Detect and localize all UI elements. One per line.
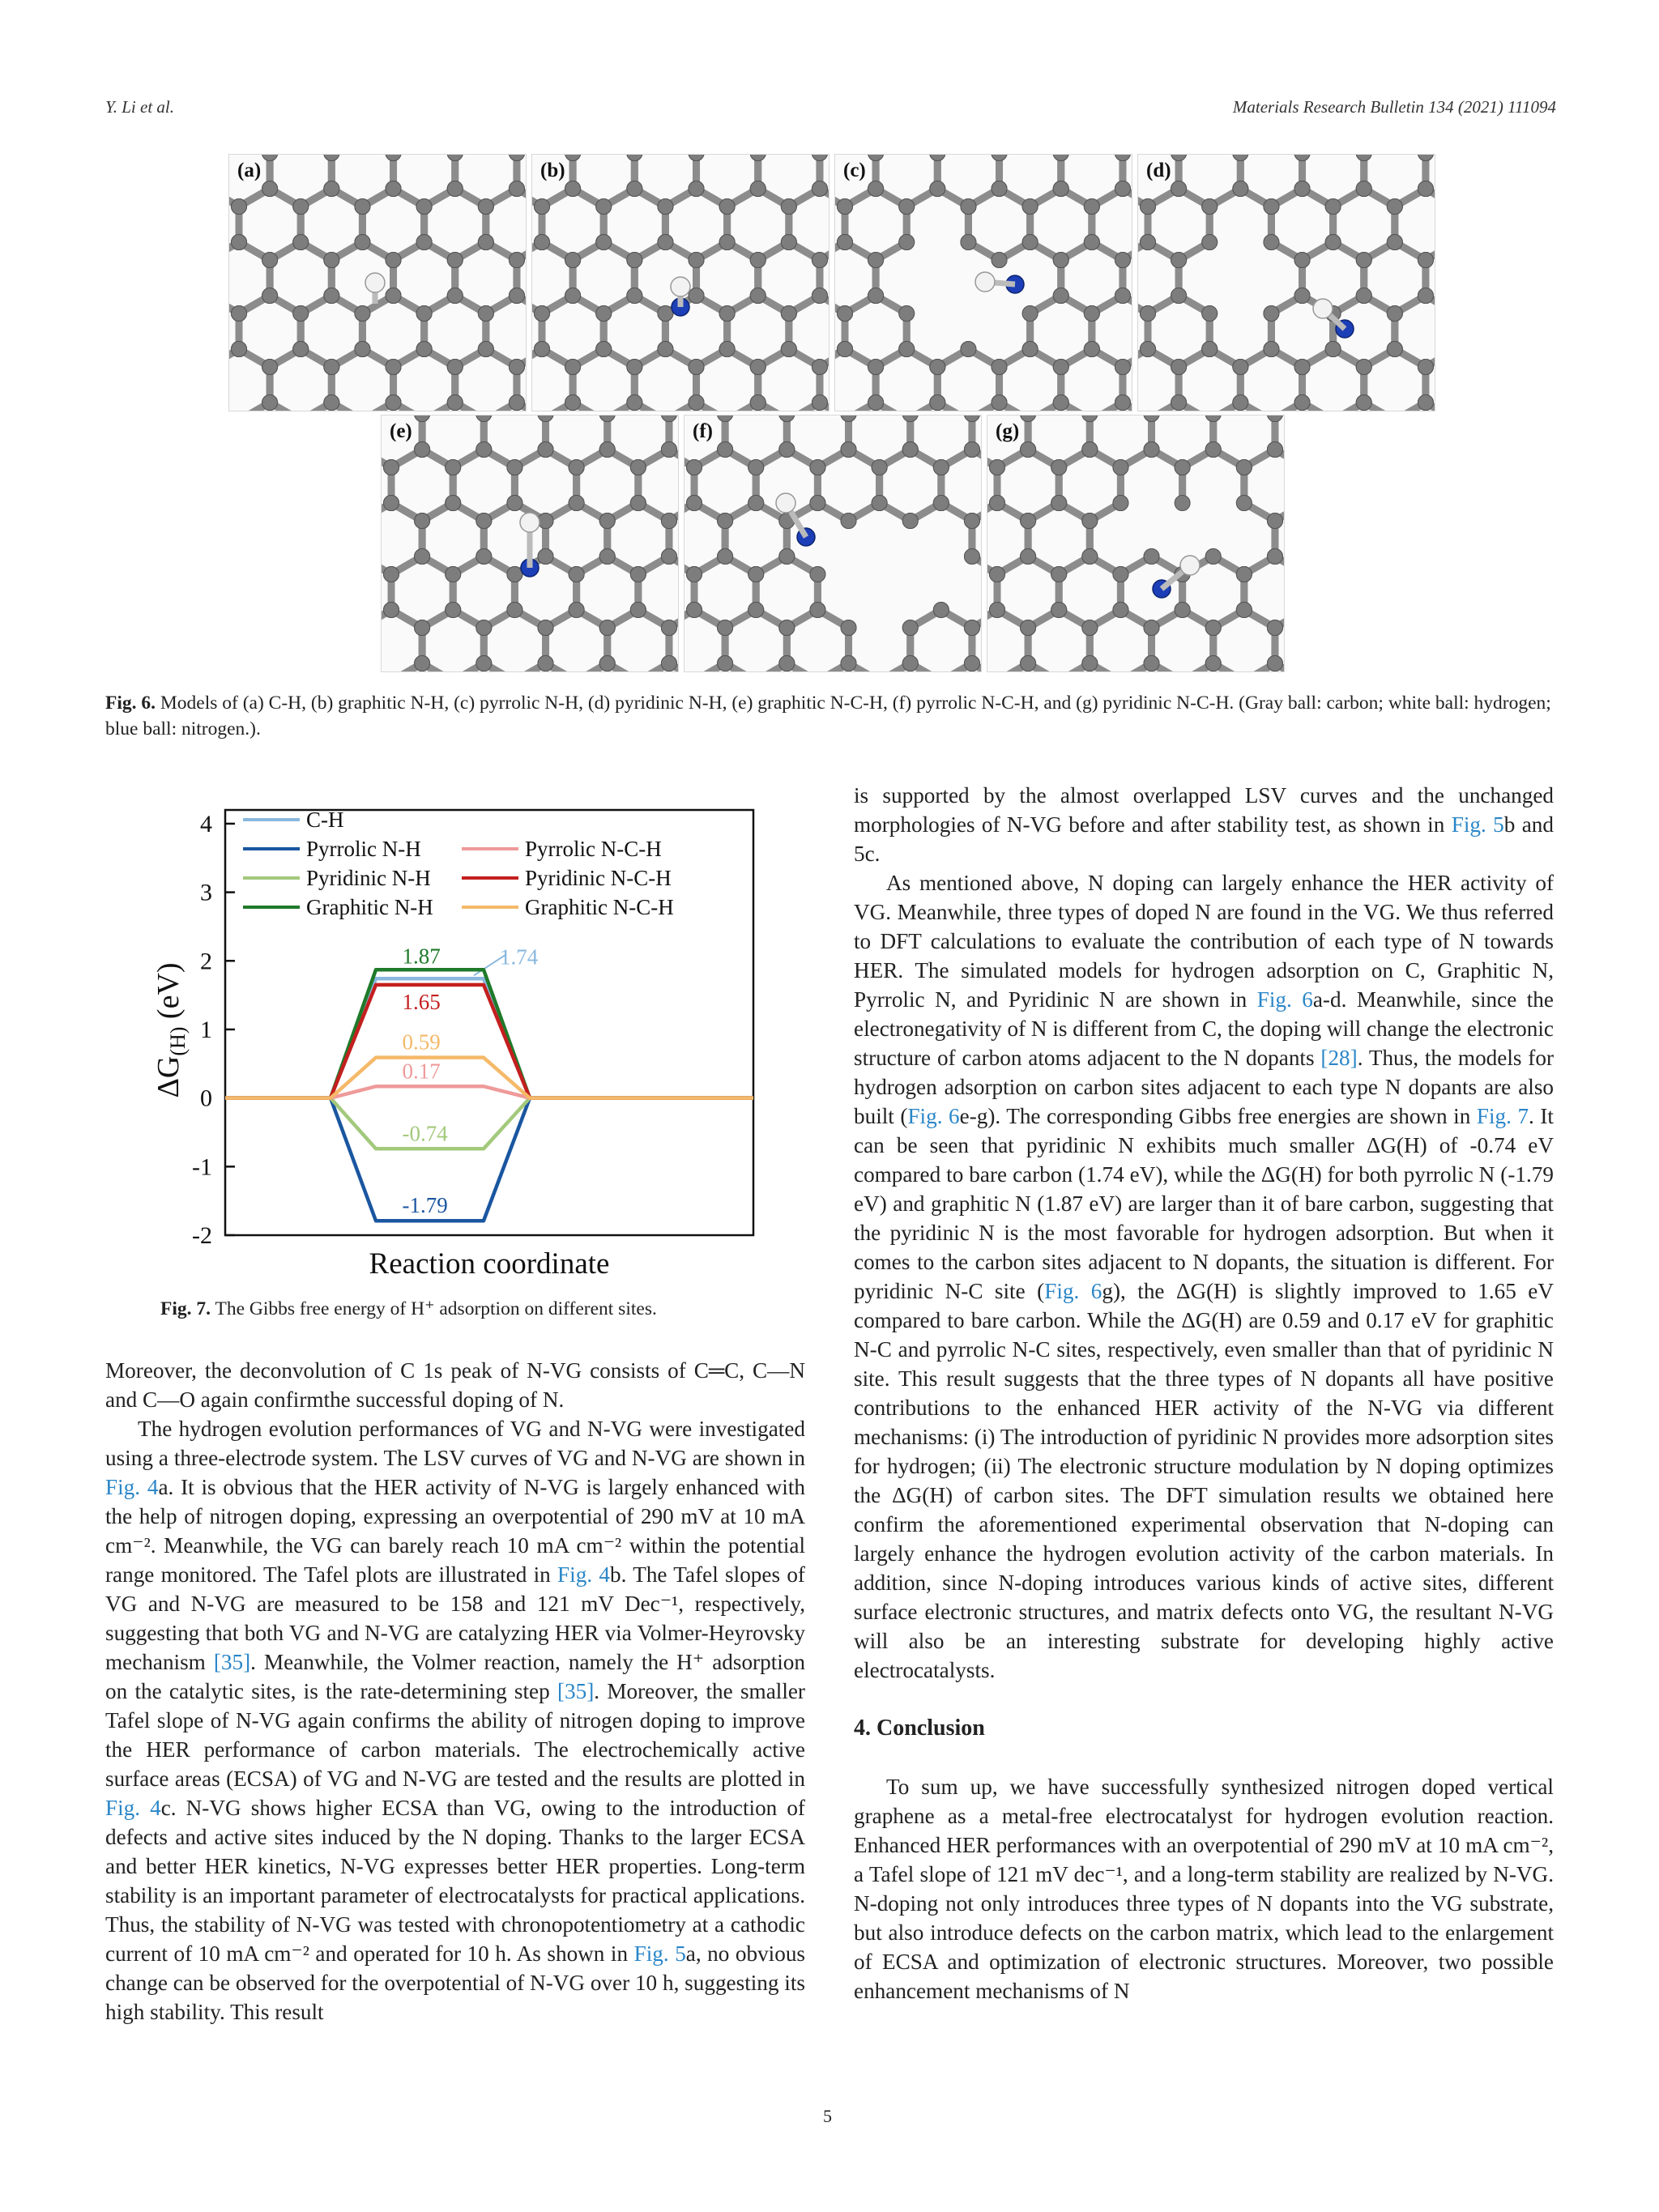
data-label: 1.74: [500, 944, 539, 970]
legend-entry: Graphitic N-C-H: [525, 895, 674, 919]
page-number: 5: [823, 2106, 832, 2126]
molecular-model: [382, 416, 678, 671]
figure-6-panel: [228, 154, 527, 411]
right-paragraph-3: To sum up, we have successfully synthesized nitrogen doped vertical graphene as a metal-free electrocatalyst for hydrogen evolution reaction. Enhanced HER performances with an overpotential of 290 mV at 10 mA cm⁻², a Tafel slope of 121 mV dec⁻¹, and a long-term stability are realized by N-VG. N-doping not only introduces three types of N dopants into the VG substrate, but also introduce defects on the carbon matrix, which lead to the enlargement of ECSA and optimization of electronic structures. Moreover, two possible enhancement mechanisms of N: [854, 1775, 1554, 2003]
data-label: -0.74: [402, 1121, 448, 1146]
figure-6-panel: [1137, 154, 1435, 411]
reference-link[interactable]: Fig. 5: [633, 1941, 686, 1966]
molecular-model: [229, 155, 526, 411]
running-header-authors: Y. Li et al.: [105, 97, 175, 117]
hydrogen-atom: [1313, 299, 1333, 318]
data-label: 0.59: [402, 1029, 441, 1055]
y-axis-label: $\Delta G_{(H)}$ (eV): [151, 962, 190, 1098]
figure-7-caption-label: Fig. 7.: [160, 1298, 211, 1319]
reference-link[interactable]: Fig. 6: [907, 1104, 960, 1128]
molecular-model: [532, 155, 829, 411]
figure-6-panel: [834, 154, 1132, 411]
hydrogen-atom: [671, 277, 690, 296]
panel-label: (a): [237, 160, 262, 181]
data-label: 0.17: [402, 1059, 441, 1084]
figure-6-caption-label: Fig. 6.: [105, 693, 156, 714]
figure-6-panel: [531, 154, 830, 411]
y-tick-label: -1: [192, 1153, 212, 1181]
x-axis-label: Reaction coordinate: [369, 1247, 610, 1281]
figure-7-caption: [160, 1296, 657, 1322]
left-paragraph-2: The hydrogen evolution performances of VG and N-VG were investigated using a three-electrode system. The LSV curves of VG and N-VG are shown in Fig. 4a. It is obvious that the HER activity of N-VG is largely enhanced with the help of nitrogen doping, expressing an overpotential of 290 mV at 10 mA cm⁻². Meanwhile, the VG can barely reach 10 mA cm⁻² within the potential range monitored. The Tafel plots are illustrated in Fig. 4b. The Tafel slopes of VG and N-VG are measured to be 158 and 121 mV Dec⁻¹, respectively, suggesting that both VG and N-VG are catalyzing HER via Volmer-Heyrovsky mechanism [35]. Meanwhile, the Volmer reaction, namely the H⁺ adsorption on the catalytic sites, is the rate-determining step [35]. Moreover, the smaller Tafel slope of N-VG again confirms the ability of nitrogen doping to improve the HER performance of carbon materials. The electrochemically active surface areas (ECSA) of VG and N-VG are tested and the results are plotted in Fig. 4c. N-VG shows higher ECSA than VG, owing to the introduction of defects and active sites induced by the N doping. Thanks to the larger ECSA and better HER kinetics, N-VG expresses better HER properties. Long-term stability is an important parameter of electrocatalysts for practical applications. Thus, the stability of N-VG was tested with chronopotentiometry at a cathodic current of 10 mA cm⁻² and operated for 10 h. As shown in Fig. 5a, no obvious change can be observed for the overpotential of N-VG over 10 h, suggesting its high stability. This result: [105, 1417, 805, 2024]
panel-label: (e): [390, 420, 412, 442]
reference-link[interactable]: [35]: [557, 1679, 595, 1703]
legend-entry: Pyrrolic N-C-H: [525, 837, 662, 861]
reference-link[interactable]: Fig. 4: [105, 1475, 159, 1499]
panel-label: (c): [843, 160, 866, 181]
reference-link[interactable]: Fig. 7: [1476, 1104, 1529, 1128]
figure-6-caption: [105, 690, 1555, 742]
y-tick-label: 1: [200, 1016, 212, 1043]
data-label: 1.65: [402, 989, 441, 1014]
panel-label: (b): [540, 160, 565, 181]
figure-6-panel: [381, 415, 679, 672]
y-tick-label: 2: [200, 948, 212, 975]
reference-link[interactable]: Fig. 4: [557, 1562, 611, 1587]
section-heading-conclusion: 4. Conclusion: [854, 1715, 985, 1741]
right-paragraph-2: As mentioned above, N doping can largely enhance the HER activity of VG. Meanwhile, three types of doped N are found in the VG. We thus referred to DFT calculations to evaluate the contribution of each type of N towards HER. The simulated models for hydrogen adsorption on C, Graphitic N, Pyrrolic N, and Pyridinic N are shown in Fig. 6a-d. Meanwhile, since the electronegativity of N is different from C, the doping will change the electronic structure of carbon atoms adjacent to the N dopants [28]. Thus, the models for hydrogen adsorption on carbon sites adjacent to each type N dopants are also built (Fig. 6e-g). The corresponding Gibbs free energies are shown in Fig. 7. It can be seen that pyridinic N exhibits much smaller ΔG(H) of -0.74 eV compared to bare carbon (1.74 eV), while the ΔG(H) for both pyrrolic N (-1.79 eV) and graphitic N (1.87 eV) are larger than it of bare carbon, suggesting that the pyridinic N is the most favorable for hydrogen adsorption. But when it comes to the carbon sites adjacent to N dopants, the situation is different. For pyridinic N-C site (Fig. 6g), the ΔG(H) is slightly improved to 1.65 eV compared to bare carbon. While the ΔG(H) are 0.59 and 0.17 eV for graphitic N-C and pyrrolic N-C sites, respectively, even smaller than that of pyridinic N site. This result suggests that the three types of N dopants all have positive contributions to the enhanced HER activity of the N-VG via different mechanisms: (i) The introduction of pyridinic N provides more adsorption sites for hydrogen; (ii) The electronic structure modulation by N doping optimizes the ΔG(H) of carbon sites. The DFT simulation results we obtained here confirm the aforementioned experimental observation that N-doping can largely enhance the hydrogen evolution activity of the carbon materials. In addition, since N-doping introduces various kinds of active sites, different surface electronic structures, and matrix defects onto VG, the resultant N-VG will also be an interesting substrate for developing highly active electrocatalysts.: [854, 871, 1555, 1682]
y-tick-label: 3: [200, 879, 212, 906]
reference-link[interactable]: Fig. 6: [1256, 987, 1313, 1012]
left-paragraph-1: Moreover, the deconvolution of C 1s peak of N-VG consists of C═C, C—N and C—O again confirmthe successful doping of N.: [105, 1358, 805, 1412]
hydrogen-atom: [975, 272, 995, 292]
molecular-model: [1138, 155, 1435, 411]
hydrogen-atom: [365, 273, 385, 292]
figure-6-panel: [987, 415, 1285, 672]
figure-7-caption-text: The Gibbs free energy of H⁺ adsorption on different sites.: [215, 1298, 657, 1319]
panel-label: (f): [693, 420, 713, 442]
y-tick-label: -2: [192, 1222, 212, 1249]
figure-6-panel: [684, 415, 982, 672]
left-column: [105, 1356, 805, 2027]
panel-label: (d): [1146, 160, 1171, 181]
molecular-model: [684, 416, 981, 671]
molecular-model: [835, 155, 1132, 411]
reference-link[interactable]: [28]: [1320, 1046, 1358, 1070]
reference-link[interactable]: [35]: [213, 1650, 251, 1674]
figure-6-caption-text: Models of (a) C-H, (b) graphitic N-H, (c) pyrrolic N-H, (d) pyridinic N-H, (e) graphitic N-C-H, (f) pyrrolic N-C-H, and (g) pyridinic N-C-H. (Gray ball: carbon; white ball: hydrogen; blue ball: nitrogen.).: [105, 693, 1551, 739]
figure-7-chart: [146, 802, 770, 1284]
legend-entry: Pyridinic N-H: [306, 866, 431, 890]
hydrogen-atom: [1180, 556, 1200, 575]
legend-entry: Pyrrolic N-H: [306, 837, 421, 861]
y-tick-label: 4: [200, 810, 212, 837]
hydrogen-atom: [520, 513, 539, 532]
legend-entry: C-H: [306, 808, 344, 832]
y-tick-label: 0: [200, 1085, 212, 1112]
molecular-model: [987, 416, 1284, 671]
legend-entry: Graphitic N-H: [306, 895, 433, 919]
right-column: [854, 781, 1554, 2005]
running-header-journal: Materials Research Bulletin 134 (2021) 111094: [1232, 97, 1556, 117]
reference-link[interactable]: Fig. 6: [1044, 1279, 1102, 1303]
legend-entry: Pyridinic N-C-H: [525, 866, 672, 890]
right-paragraph-1: is supported by the almost overlapped LSV curves and the unchanged morphologies of N-VG before and after stability test, as shown in Fig. 5b and 5c.: [854, 783, 1554, 866]
hydrogen-atom: [776, 493, 795, 513]
reference-link[interactable]: Fig. 4: [105, 1796, 161, 1820]
panel-label: (g): [996, 420, 1020, 442]
data-label: -1.79: [402, 1193, 448, 1218]
reference-link[interactable]: Fig. 5: [1451, 812, 1504, 837]
data-label: 1.87: [402, 944, 441, 969]
